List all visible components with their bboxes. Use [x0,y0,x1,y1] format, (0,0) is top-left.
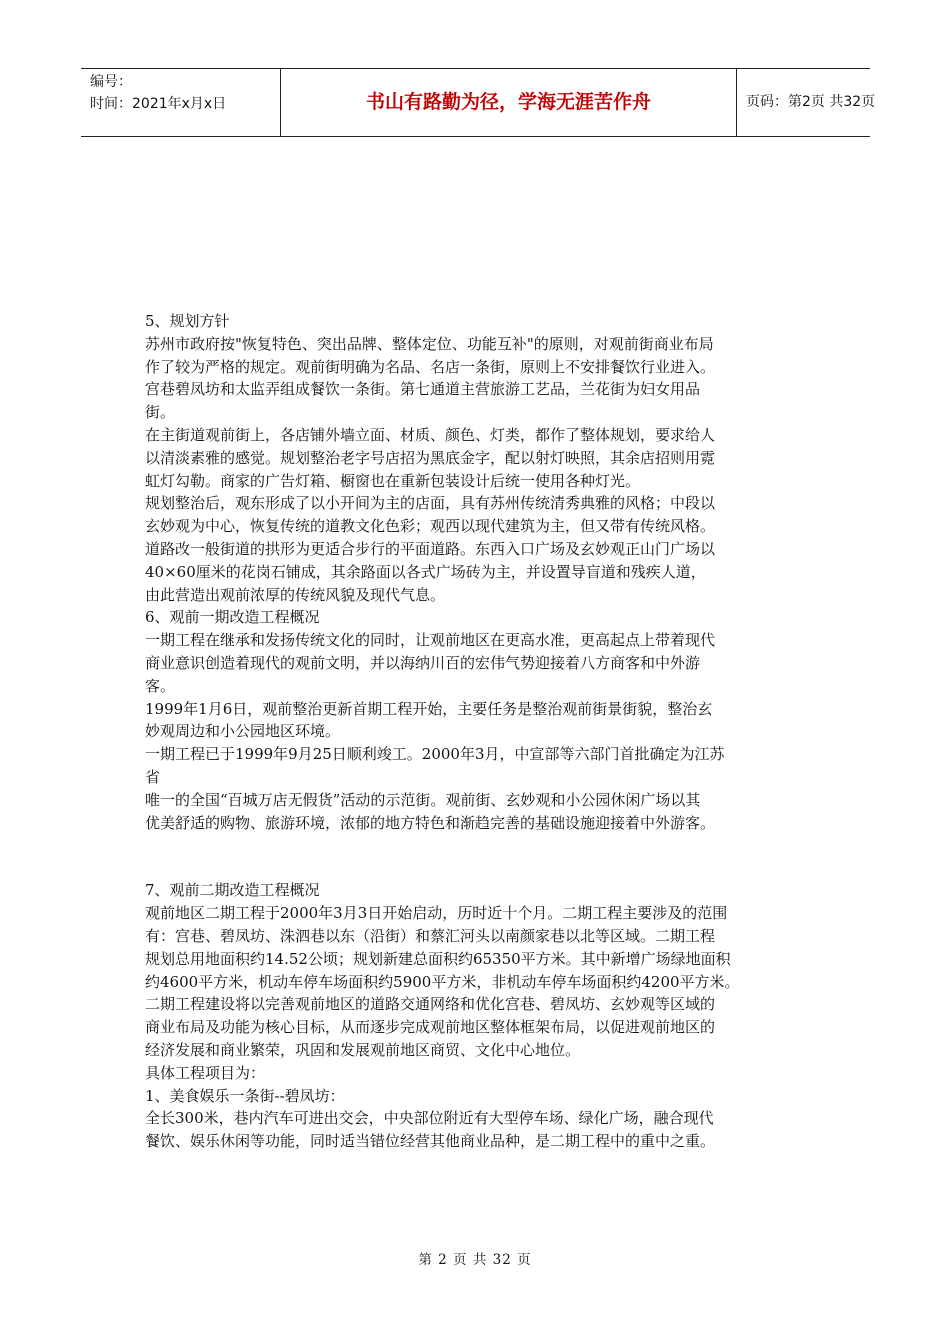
body-line: 5、规划方针 [145,312,230,330]
body-section-1 [145,310,825,834]
body-line: 具体工程项目为： [145,1063,266,1082]
body-line: 作了较为严格的规定。观前街明确为名品、名店一条街，原则上不安排餐饮行业进入。 [145,357,716,376]
body-line: 道路改一般街道的拱形为更适合步行的平面道路。东西入口广场及玄妙观正山门广场以 [145,539,716,558]
body-line: 观前地区二期工程于2000年3月3日开始启动，历时近十个月。二期工程主要涉及的范围 [145,904,728,923]
body-line: 商业意识创造着现代的观前文明，并以海纳川百的宏伟气势迎接着八方商客和中外游 [145,653,701,672]
body-line: 规划总用地面积约14.52公顷；规划新建总面积约65350平方米。其中新增广场绿地面积 [145,949,731,968]
body-line: 虹灯勾勒。商家的广告灯箱、橱窗也在重新包装设计后统一使用各种灯光。 [145,471,641,490]
body-line: 客。 [145,676,176,695]
body-line: 妙观周边和小公园地区环境。 [145,722,341,741]
body-line: 由此营造出观前浓厚的传统风貌及现代气息。 [145,585,446,604]
body-line: 1999年1月6日，观前整治更新首期工程开始，主要任务是整治观前街景街貌，整治玄 [145,699,713,718]
time-label: 时间：2021年x月x日 [90,96,227,112]
body-line: 街。 [145,403,176,422]
header-meta [81,69,281,136]
body-line: 全长300米，巷内汽车可进出交会，中央部位附近有大型停车场、绿化广场，融合现代 [145,1109,714,1128]
body-line: 省 [145,767,161,786]
body-line: 以清淡素雅的感觉。规划整治老字号店招为黑底金字，配以射灯映照，其余店招则用霓 [145,448,716,467]
body-line: 二期工程建设将以完善观前地区的道路交通网络和优化宫巷、碧凤坊、玄妙观等区域的 [145,995,716,1014]
body-line: 商业布局及功能为核心目标，从而逐步完成观前地区整体框架布局，以促进观前地区的 [145,1018,716,1037]
body-line: 7、观前二期改造工程概况 [145,881,320,900]
body-line: 玄妙观为中心，恢复传统的道教文化色彩；观西以现代建筑为主，但又带有传统风格。 [145,517,716,536]
header-page-number: 页码：第2页 共32页 [746,94,876,110]
body-line: 一期工程已于1999年9月25日顺利竣工。2000年3月，中宣部等六部门首批确定为江苏 [145,745,725,764]
header-motto: 书山有路勤为径，学海无涯苦作舟 [281,69,737,136]
body-line: 40×60厘米的花岗石铺成，其余路面以各式广场砖为主，并设置导盲道和残疾人道， [145,562,706,581]
body-line: 1、美食娱乐一条街--碧凤坊： [145,1086,345,1105]
body-line: 苏州市政府按"恢复特色、突出品牌、整体定位、功能互补"的原则，对观前街商业布局 [145,334,714,353]
document-body [145,310,825,1153]
body-line: 在主街道观前街上，各店铺外墙立面、材质、颜色、灯类，都作了整体规划，要求给人 [145,425,716,444]
body-line: 规划整治后，观东形成了以小开间为主的店面，具有苏州传统清秀典雅的风格；中段以 [145,494,716,513]
body-line: 优美舒适的购物、旅游环境，浓郁的地方特色和渐趋完善的基础设施迎接着中外游客。 [145,813,716,832]
body-line: 6、观前一期改造工程概况 [145,608,320,627]
body-line: 餐饮、娱乐休闲等功能，同时适当错位经营其他商业品种，是二期工程中的重中之重。 [145,1132,716,1151]
body-line: 约4600平方米，机动车停车场面积约5900平方米，非机动车停车场面积约4200平方米。 [145,972,740,991]
page-footer: 第 2 页 共 32 页 [418,1252,532,1268]
body-line: 有：宫巷、碧凤坊、洙泗巷以东（沿街）和蔡汇河头以南颜家巷以北等区域。二期工程 [145,926,716,945]
body-line: 经济发展和商业繁荣，巩固和发展观前地区商贸、文化中心地位。 [145,1040,581,1059]
serial-label: 编号： [90,74,132,90]
section-gap [145,834,825,879]
page-header [81,68,876,137]
body-line: 宫巷碧凤坊和太监弄组成餐饮一条街。第七通道主营旅游工艺品，兰花街为妇女用品 [145,380,701,399]
body-line: 一期工程在继承和发扬传统文化的同时，让观前地区在更高水准，更高起点上带着现代 [145,631,716,650]
body-line: 唯一的全国“百城万店无假货”活动的示范街。观前街、玄妙观和小公园休闲广场以其 [145,790,701,809]
body-section-2 [145,879,825,1153]
